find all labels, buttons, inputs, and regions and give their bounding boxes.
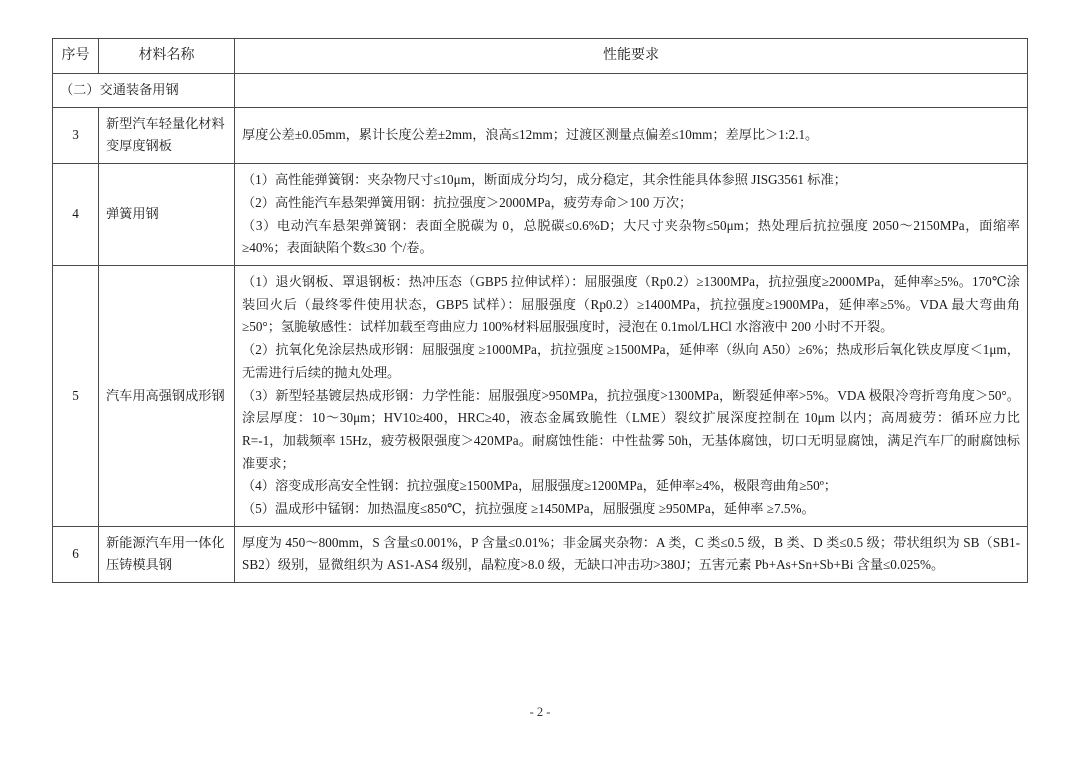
- requirement-paragraph: （1）高性能弹簧钢：夹杂物尺寸≤10μm，断面成分均匀，成分稳定，其余性能具体参照 JISG3561 标准；: [242, 172, 847, 188]
- column-header-performance-requirement: 性能要求: [235, 39, 1028, 74]
- requirement-paragraph: （5）温成形中锰钢：加热温度≤850℃，抗拉强度 ≥1450MPa，屈服强度 ≥950MPa，延伸率 ≥7.5%。: [242, 501, 815, 517]
- column-header-material-name: 材料名称: [99, 39, 235, 74]
- requirement-paragraph: （1）退火钢板、罩退钢板：热冲压态（GBP5 拉伸试样）：屈服强度（Rp0.2）≥1300MPa，抗拉强度≥2000MPa，延伸率≥5%。170℃涂装回火后（最终零件使用状态，GBP5 试样）：屈服强度（Rp0.2）≥1400MPa，抗拉强度≥1900MPa，延伸率≥5%。VDA 最大弯曲角≥50°；氢脆敏感性：试样加载至弯曲应力 100%材料屈服强度时，浸泡在 0.1mol/LHCl 水溶液中 200 小时不开裂。: [242, 274, 1020, 335]
- table-row: [53, 164, 1028, 266]
- row-no: 6: [53, 526, 99, 582]
- table-body: [53, 74, 1028, 583]
- row-no: 5: [53, 266, 99, 527]
- column-header-no: 序号: [53, 39, 99, 74]
- table-row: [53, 526, 1028, 582]
- row-no: 4: [53, 164, 99, 266]
- material-requirements-table: [52, 38, 1028, 583]
- row-material-name: 汽车用高强钢成形钢: [99, 266, 235, 527]
- requirement-paragraph: （2）抗氧化免涂层热成形钢：屈服强度 ≥1000MPa，抗拉强度 ≥1500MPa，延伸率（纵向 A50）≥6%；热成形后氧化铁皮厚度＜1μm，无需进行后续的抛丸处理。: [242, 342, 1020, 380]
- page-number: - 2 -: [529, 705, 551, 719]
- table-header: [53, 39, 1028, 74]
- group-label-traffic-equipment-steel: （二）交通装备用钢: [53, 74, 235, 108]
- requirement-paragraph: 厚度为 450～800mm，S 含量≤0.001%，P 含量≤0.01%；非金属夹杂物：A 类，C 类≤0.5 级，B 类、D 类≤0.5 级；带状组织为 SB（SB1-SB2）级别，显微组织为 AS1-AS4 级别，晶粒度>8.0 级，无缺口冲击功>380J；五害元素 Pb+As+Sn+Sb+Bi 含量≤0.025%。: [242, 534, 1020, 573]
- requirement-paragraph: 厚度公差±0.05mm，累计长度公差±2mm，浪高≤12mm；过渡区测量点偏差≤10mm；差厚比＞1:2.1。: [242, 127, 819, 143]
- requirement-paragraph: （3）新型轻基镀层热成形钢：力学性能：屈服强度>950MPa，抗拉强度>1300MPa，断裂延伸率>5%。VDA 极限冷弯折弯角度＞50°。涂层厚度：10～30μm；HV10≥400，HRC≥40，液态金属致脆性（LME）裂纹扩展深度控制在 10μm 以内；高周疲劳：循环应力比 R=-1，加载频率 15Hz，疲劳极限强度＞420MPa。耐腐蚀性能：中性盐雾 50h，无基体腐蚀，切口无明显腐蚀，满足汽车厂的耐腐蚀标准要求；: [242, 387, 1020, 471]
- row-material-name: 新型汽车轻量化材料变厚度钢板: [99, 107, 235, 163]
- row-material-name: 新能源汽车用一体化压铸模具钢: [99, 526, 235, 582]
- table-header-row: [53, 39, 1028, 74]
- row-requirement: [235, 164, 1028, 266]
- requirement-paragraph: （3）电动汽车悬架弹簧钢：表面全脱碳为 0，总脱碳≤0.6%D；大尺寸夹杂物≤50μm；热处理后抗拉强度 2050～2150MPa，面缩率≥40%；表面缺陷个数≤30 个/卷。: [242, 217, 1020, 256]
- requirement-paragraph: （2）高性能汽车悬架弹簧用钢：抗拉强度＞2000MPa，疲劳寿命＞100 万次；: [242, 194, 693, 210]
- table-row: [53, 266, 1028, 527]
- row-no: 3: [53, 107, 99, 163]
- requirement-paragraph: （4）溶变成形高安全性钢：抗拉强度≥1500MPa，屈服强度≥1200MPa，延伸率≥4%，极限弯曲角≥50º；: [242, 478, 837, 494]
- table-row-group-header: [53, 74, 1028, 108]
- row-requirement: [235, 107, 1028, 163]
- row-material-name: 弹簧用钢: [99, 164, 235, 266]
- table-row: [53, 107, 1028, 163]
- group-requirement-empty: [235, 74, 1028, 108]
- row-requirement: [235, 266, 1028, 527]
- row-requirement: [235, 526, 1028, 582]
